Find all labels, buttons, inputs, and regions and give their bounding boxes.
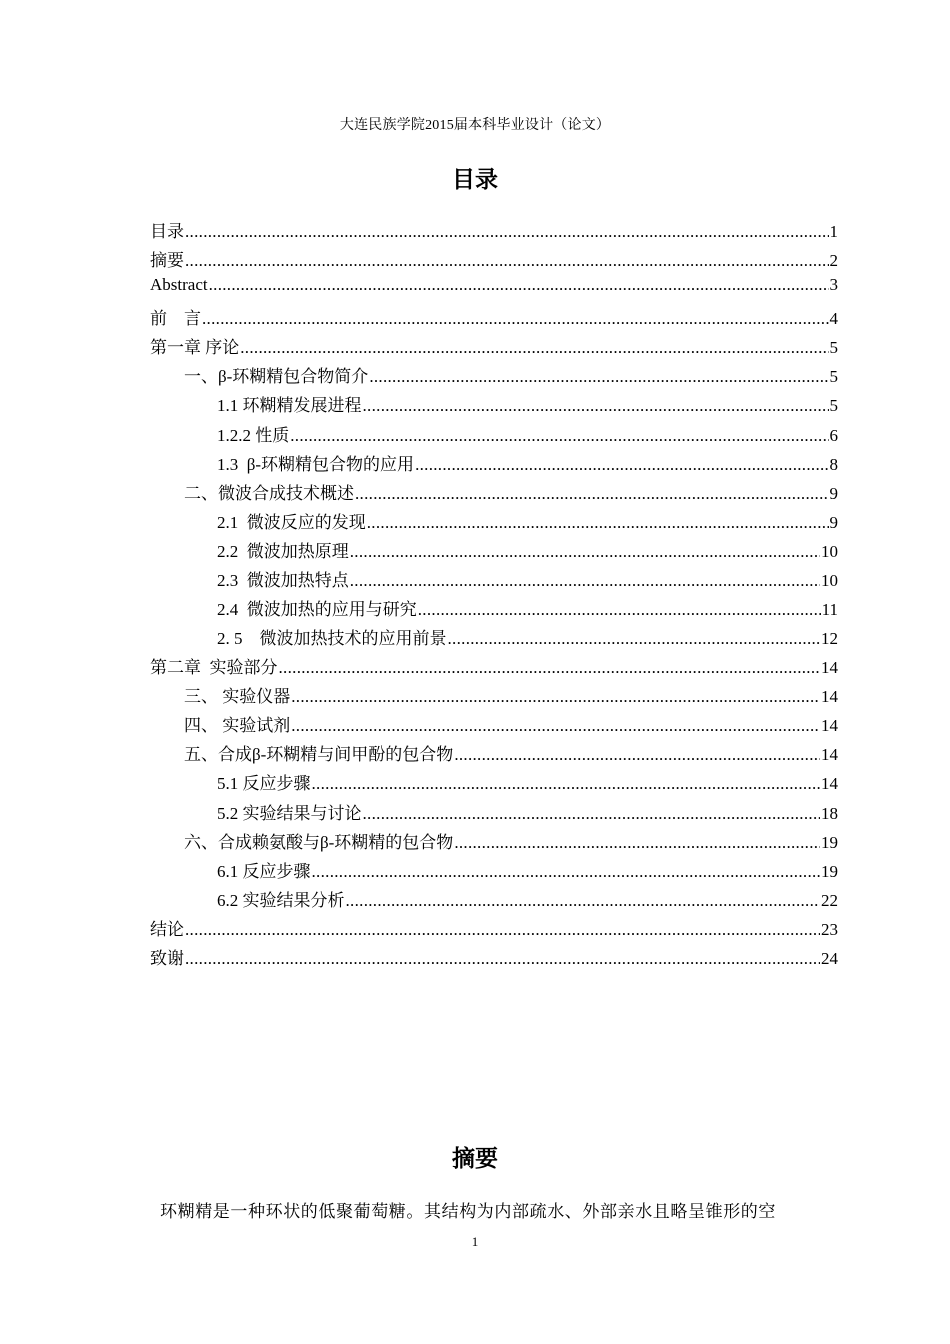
toc-entry-page: 14 [821,716,838,736]
toc-entry-page: 14 [821,745,838,765]
toc-entry-page: 19 [821,832,838,852]
toc-entry[interactable] [150,915,838,944]
toc-entry[interactable] [150,333,838,362]
toc-dot-leader [185,949,820,969]
toc-entry-page: 8 [829,454,838,474]
toc-dot-leader [346,891,821,911]
toc-entry[interactable] [150,537,838,566]
toc-entry-page: 9 [829,483,838,503]
toc-entry-page: 24 [821,948,838,968]
toc-entry-page: 3 [829,275,838,295]
toc-entry-page: 4 [829,309,838,329]
toc-dot-leader [312,774,821,794]
toc-dot-leader [202,309,829,329]
toc-dot-leader [454,745,820,765]
toc-entry-label: 四、 实验试剂 [184,716,291,736]
toc-entry[interactable] [150,740,838,769]
toc-entry-label: 致谢 [150,948,184,968]
toc-entry[interactable] [150,711,838,740]
toc-entry-label: 1.2.2 性质 [217,425,290,445]
toc-dot-leader [350,542,820,562]
toc-entry-label: 1.1 环糊精发展进程 [217,396,362,416]
toc-dot-leader [363,804,821,824]
toc-dot-leader [291,687,820,707]
toc-entry[interactable] [150,828,838,857]
toc-entry[interactable] [150,421,838,450]
toc-entry-label: Abstract [150,275,208,295]
toc-entry-label: 目录 [150,222,184,241]
toc-dot-leader [185,920,820,940]
toc-entry-label: 一、β-环糊精包合物简介 [184,367,369,387]
toc-title: 目录 [452,167,498,193]
toc-dot-leader [367,513,829,533]
page-number: 1 [471,1234,479,1249]
toc-entry-label: 结论 [150,919,184,939]
toc-entry[interactable] [150,246,838,275]
toc-dot-leader [454,833,820,853]
toc-entry[interactable] [150,857,838,886]
toc-entry[interactable] [150,450,838,479]
toc-entry-label: 六、合成赖氨酸与β-环糊精的包合物 [184,832,454,852]
toc-entry-label: 摘要 [150,251,184,271]
toc-entry-label: 三、 实验仪器 [184,687,291,707]
toc-entry-page: 12 [821,629,838,649]
toc-entry[interactable] [150,508,838,537]
toc-entry[interactable] [150,944,838,973]
toc-entry-page: 2 [829,251,838,271]
toc-entry-page: 5 [829,367,838,387]
toc-dot-leader [185,222,829,242]
toc-entry-page: 14 [821,687,838,707]
toc-entry-label: 2.4 微波加热的应用与研究 [217,600,417,620]
toc-entry[interactable] [150,217,838,246]
toc-dot-leader [418,600,821,620]
toc-entry-label: 五、合成β-环糊精与间甲酚的包合物 [184,745,454,765]
toc-entry-label: 6.1 反应步骤 [217,861,311,881]
toc-dot-leader [312,862,821,882]
toc-entry[interactable] [150,391,838,420]
toc-entry-label: 5.1 反应步骤 [217,774,311,794]
toc-dot-leader [279,658,821,678]
toc-entry[interactable] [150,653,838,682]
toc-entry-page: 9 [829,512,838,532]
table-of-contents [150,217,838,973]
toc-entry[interactable] [150,275,838,304]
toc-entry-page: 5 [829,338,838,358]
toc-entry[interactable] [150,566,838,595]
toc-entry-label: 2.3 微波加热特点 [217,570,349,590]
toc-entry-page: 10 [821,570,838,590]
toc-entry-page: 11 [821,600,838,620]
toc-entry-label: 2.1 微波反应的发现 [217,512,366,532]
toc-entry-page: 19 [821,861,838,881]
toc-entry[interactable] [150,886,838,915]
toc-entry-label: 2. 5 微波加热技术的应用前景 [217,629,447,649]
toc-dot-leader [415,455,828,475]
toc-dot-leader [290,426,828,446]
toc-dot-leader [291,716,820,736]
toc-dot-leader [240,338,828,358]
toc-entry-label: 6.2 实验结果分析 [217,890,345,910]
toc-entry[interactable] [150,595,838,624]
toc-entry-label: 5.2 实验结果与讨论 [217,803,362,823]
toc-entry-label: 前 言 [150,309,201,329]
toc-entry-page: 5 [829,396,838,416]
toc-dot-leader [363,396,829,416]
toc-entry-page: 14 [821,774,838,794]
running-header: 大连民族学院2015届本科毕业设计（论文） [339,118,611,133]
toc-entry-page: 23 [821,919,838,939]
toc-entry-label: 2.2 微波加热原理 [217,541,349,561]
toc-entry[interactable] [150,362,838,391]
toc-dot-leader [448,629,821,649]
toc-entry-label: 第一章 序论 [150,338,240,358]
toc-entry[interactable] [150,682,838,711]
toc-entry-label: 二、微波合成技术概述 [184,483,354,503]
toc-entry-label: 第二章 实验部分 [150,658,278,678]
toc-entry[interactable] [150,479,838,508]
toc-entry[interactable] [150,304,838,333]
toc-entry-page: 14 [821,658,838,678]
toc-dot-leader [350,571,820,591]
toc-entry-page: 10 [821,541,838,561]
abstract-title: 摘要 [452,1146,498,1172]
toc-entry-page: 22 [821,890,838,910]
toc-dot-leader [209,275,829,295]
toc-entry[interactable] [150,799,838,828]
toc-entry[interactable] [150,624,838,653]
toc-entry-label: 1.3 β-环糊精包合物的应用 [217,454,415,474]
toc-entry-page: 1 [829,222,838,241]
toc-dot-leader [355,484,829,504]
toc-entry-page: 6 [829,425,838,445]
toc-entry-page: 18 [821,803,838,823]
abstract-paragraph: 环糊精是一种环状的低聚葡萄糖。其结构为内部疏水、外部亲水且略呈锥形的空 [160,1202,776,1221]
toc-dot-leader [185,251,829,271]
toc-dot-leader [369,367,828,387]
toc-entry[interactable] [150,769,838,798]
